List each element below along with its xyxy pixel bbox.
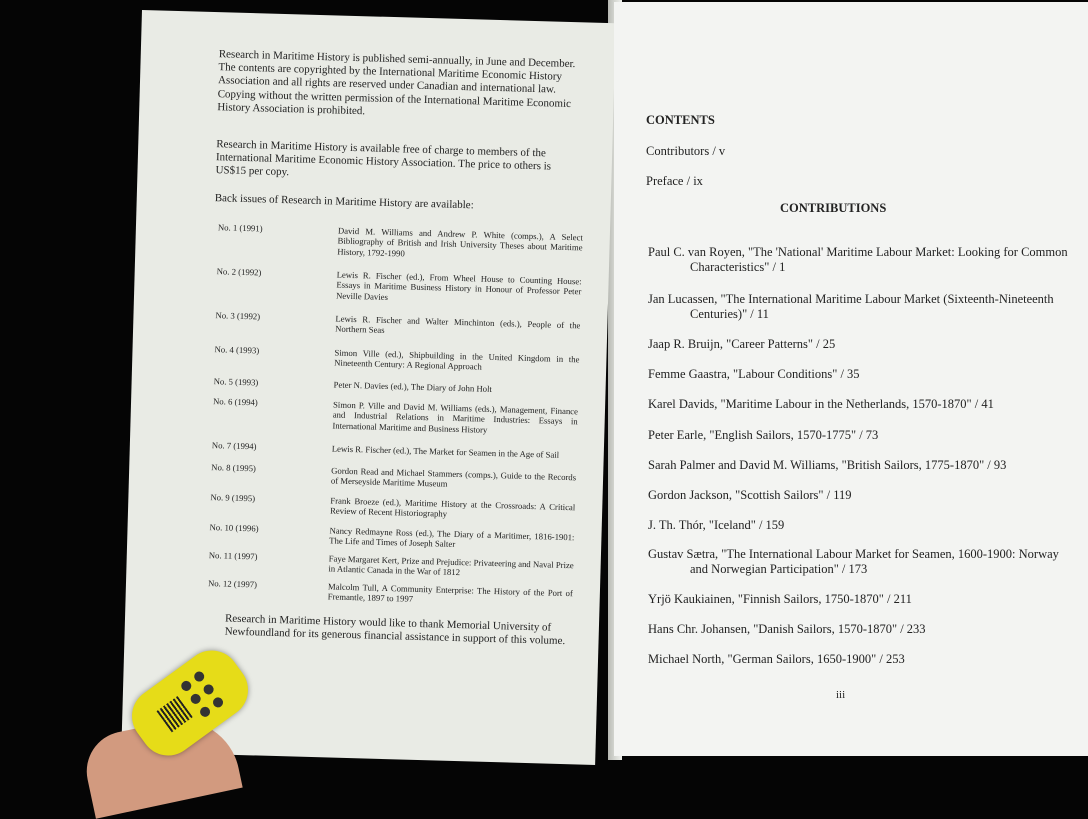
issue-reference: Gordon Read and Michael Stammers (comps.), Guide to the Records of Merseyside Maritime Museum (330, 465, 577, 490)
issue-entry (211, 440, 578, 460)
issue-reference: Malcolm Tull, A Community Enterprise: The History of the Port of Fremantle, 1897 to 1997 (327, 581, 574, 605)
clip-dot (202, 682, 216, 696)
contribution-entry: Gordon Jackson, "Scottish Sailors" / 119 (648, 488, 852, 502)
contribution-entry: Yrjö Kaukiainen, "Finnish Sailors, 1750-1870" / 211 (648, 592, 912, 606)
clip-dot (198, 705, 212, 719)
issue-number: No. 2 (1992) (216, 266, 262, 278)
issue-entry (210, 492, 577, 520)
issue-reference: David M. Williams and Andrew P. White (comps.), A Select Bibliography of British and Irish University Theses about Maritime History, 1792-1990 (337, 225, 583, 259)
issue-entry (216, 266, 583, 302)
issue-entry (209, 522, 576, 550)
contribution-entry: J. Th. Thór, "Iceland" / 159 (648, 518, 785, 532)
contribution-entry: Paul C. van Royen, "The 'National' Maritime Labour Market: Looking for Common Characteristics" / 1 (648, 245, 1068, 274)
issue-number: No. 3 (1992) (215, 310, 261, 322)
issue-entry (211, 462, 577, 490)
issue-entry (208, 550, 575, 578)
contribution-entry: Michael North, "German Sailors, 1650-1900" / 253 (648, 652, 905, 666)
issue-reference: Nancy Redmayne Ross (ed.), The Diary of a Maritimer, 1816-1901: The Life and Times of Joseph Salter (329, 525, 575, 550)
issue-entry (212, 396, 579, 435)
contribution-entry: Peter Earle, "English Sailors, 1570-1775" / 73 (648, 428, 879, 442)
issue-number: No. 11 (1997) (208, 550, 258, 562)
contribution-entry: Jaap R. Bruijn, "Career Patterns" / 25 (648, 337, 836, 351)
issue-number: No. 5 (1993) (213, 376, 259, 388)
front-matter-item: Contributors / v (646, 144, 726, 158)
clip-dot (179, 679, 193, 693)
contribution-entry: Jan Lucassen, "The International Maritime Labour Market (Sixteenth-Nineteenth Centuries)" / 11 (648, 292, 1054, 321)
issue-number: No. 12 (1997) (207, 578, 258, 590)
issue-number: No. 6 (1994) (212, 396, 258, 408)
page-number: iii (836, 689, 846, 701)
issue-reference: Frank Broeze (ed.), Maritime History at the Crossroads: A Critical Review of Recent Historiography (329, 495, 576, 520)
clip-dot (189, 692, 203, 706)
back-issues-heading: Back issues of Research in Maritime History are available: (214, 192, 474, 212)
issue-number: No. 9 (1995) (210, 492, 256, 504)
contribution-entry: Gustav Sætra, "The International Labour Market for Seamen, 1600-1900: Norway and Norwegian Participation" / 173 (648, 547, 1059, 576)
issue-number: No. 8 (1995) (211, 462, 257, 474)
issue-reference: Faye Margaret Kert, Prize and Prejudice: Privateering and Naval Prize in Atlantic Canada in the War of 1812 (328, 553, 574, 578)
contributions-heading: CONTRIBUTIONS (780, 201, 887, 215)
issue-reference: Simon P. Ville and David M. Williams (eds.), Management, Finance and Industrial Relations in Maritime Industries: Essays in International Maritime and Business History (332, 399, 579, 435)
intro-paragraph: Research in Maritime History is published semi-annually, in June and December. The contents are copyrighted by the International Maritime Economic History Association and all rights are reserved under Canadian and international law. Copying without the written permission of the International Maritime Economic History Association is prohibited. (217, 48, 576, 118)
issue-entry (207, 578, 574, 605)
availability-paragraph: Research in Maritime History is available free of charge to members of the International Maritime Economic History Association. The price to others is US$15 per copy. (215, 138, 552, 179)
issue-entry (215, 310, 582, 336)
issue-reference: Lewis R. Fischer (ed.), From Wheel House to Counting House: Essays in Maritime Business History in Honour of Professor Peter Neville Davies (335, 269, 582, 302)
issue-number: No. 7 (1994) (211, 440, 257, 452)
right-page (614, 2, 1088, 756)
issue-number: No. 10 (1996) (209, 522, 259, 534)
thanks-paragraph: Research in Maritime History would like to thank Memorial University of Newfoundland for its generous financial assistance in support of this volume. (224, 612, 566, 648)
front-matter-item: Preface / ix (646, 174, 703, 188)
issue-number: No. 1 (1991) (217, 222, 263, 234)
clip-grid (156, 696, 192, 732)
contribution-entry: Karel Davids, "Maritime Labour in the Netherlands, 1570-1870" / 41 (648, 397, 994, 411)
contribution-entry: Hans Chr. Johansen, "Danish Sailors, 1570-1870" / 233 (648, 622, 926, 636)
issue-reference: Peter N. Davies (ed.), The Diary of John Holt (333, 379, 493, 394)
issue-entry (213, 376, 580, 394)
contribution-entry: Sarah Palmer and David M. Williams, "British Sailors, 1775-1870" / 93 (648, 458, 1007, 472)
contents-heading: CONTENTS (646, 113, 715, 127)
clip-dot (192, 670, 206, 684)
issue-reference: Simon Ville (ed.), Shipbuilding in the United Kingdom in the Nineteenth Century: A Regional Approach (334, 347, 580, 373)
issue-reference: Lewis R. Fischer (ed.), The Market for Seamen in the Age of Sail (331, 443, 560, 460)
issue-number: No. 4 (1993) (214, 344, 260, 356)
contribution-entry: Femme Gaastra, "Labour Conditions" / 35 (648, 367, 860, 381)
left-page (121, 10, 616, 765)
clip-dot (211, 695, 225, 709)
issue-entry (217, 222, 584, 259)
issue-entry (214, 344, 581, 373)
issue-reference: Lewis R. Fischer and Walter Minchinton (eds.), People of the Northern Seas (335, 313, 581, 336)
